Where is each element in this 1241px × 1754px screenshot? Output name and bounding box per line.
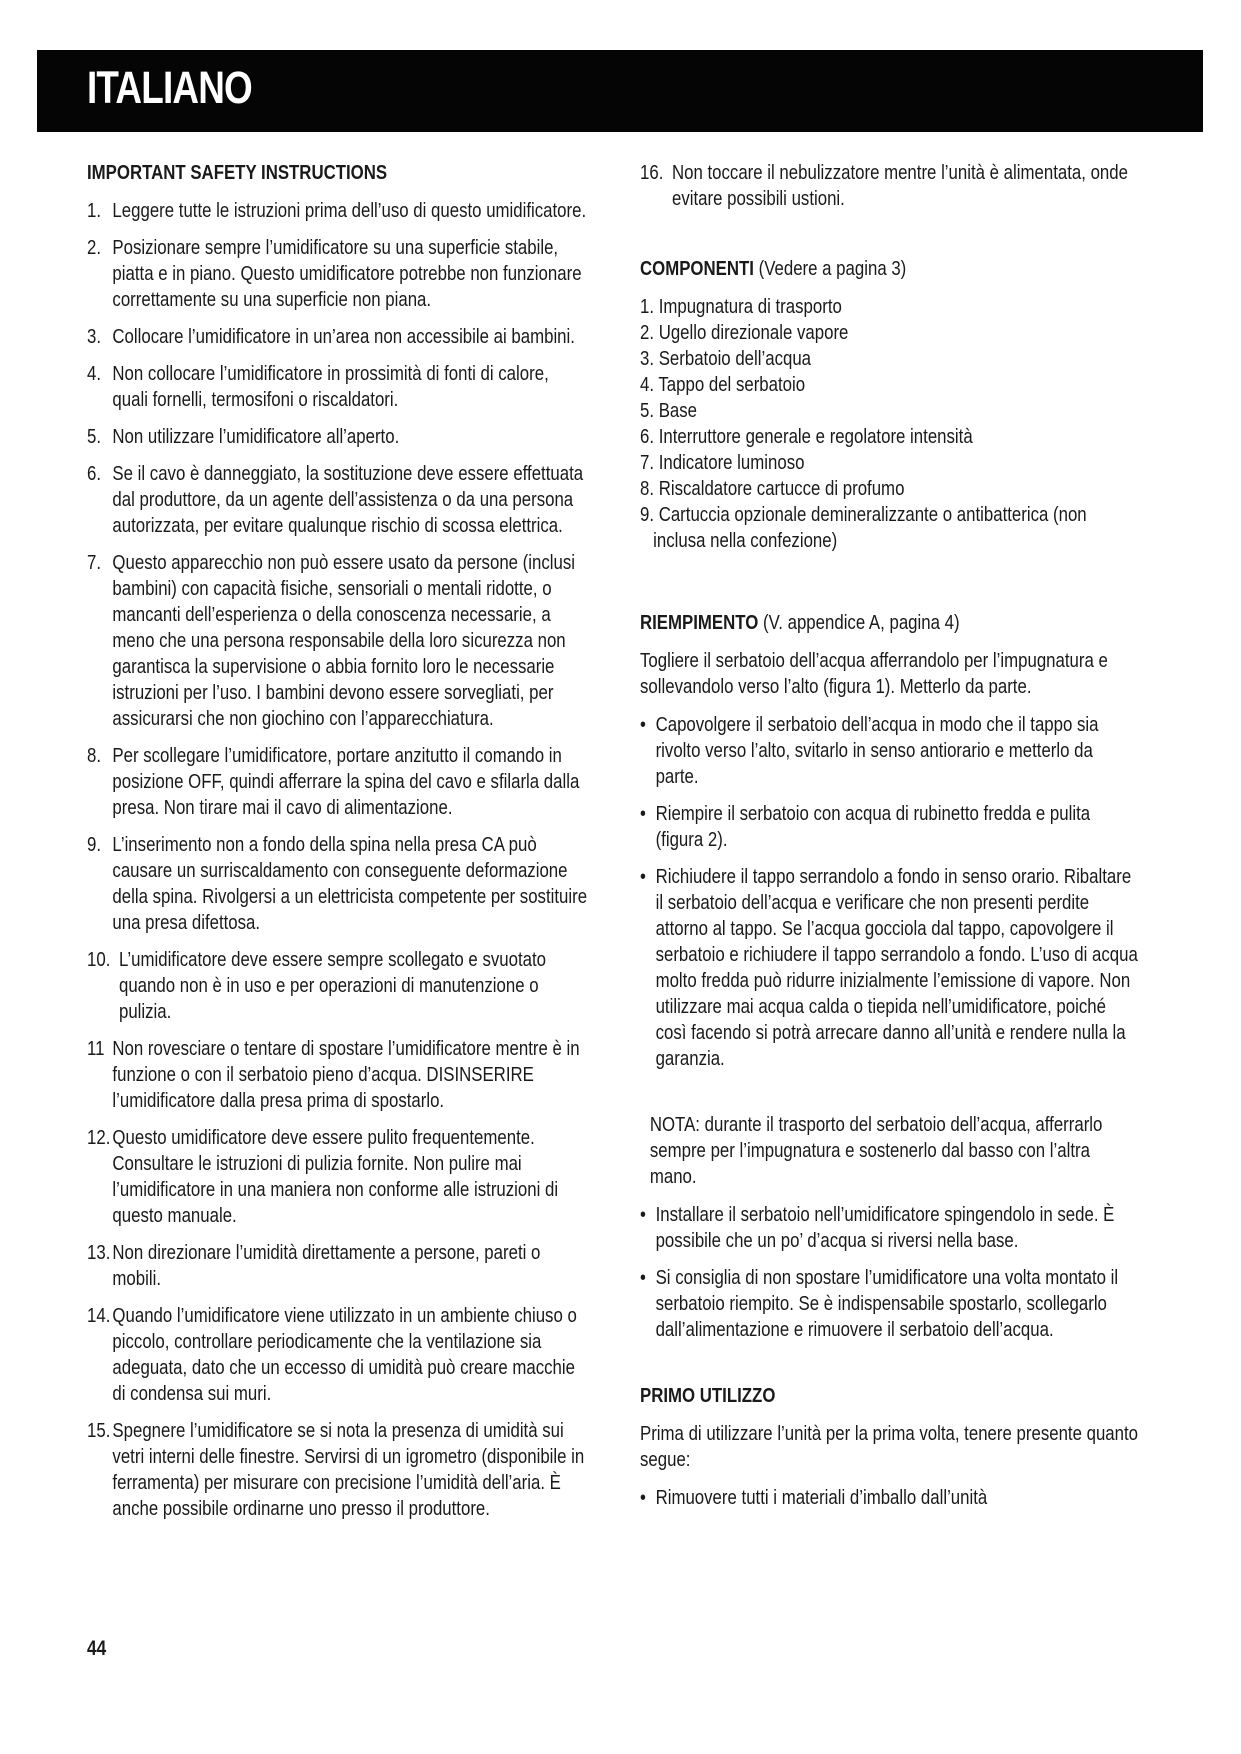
item-text: Non rovesciare o tentare di spostare l’umidificatore mentre è in funzione o con il serbatoio pieno d’acqua. DISINSERIRE l’umidificatore dalla presa prima di spostarlo. <box>112 1037 580 1112</box>
safety-instructions-list-continued <box>640 160 1140 212</box>
list-item <box>87 424 587 450</box>
list-item <box>87 1303 587 1407</box>
list-item <box>87 198 587 224</box>
item-number: 11 <box>87 1037 105 1060</box>
components-heading: COMPONENTI (Vedere a pagina 3) <box>640 257 907 280</box>
list-item <box>640 160 1140 212</box>
item-text: Non direzionare l’umidità direttamente a persone, pareti o mobili. <box>112 1241 541 1290</box>
list-item: 8. Riscaldatore cartucce di profumo <box>640 477 905 500</box>
safety-instructions-list <box>87 198 587 1522</box>
list-item: • Richiudere il tappo serrandolo a fondo in senso orario. Ribaltare il serbatoio dell’acqua e verificare che non presenti perdite attorno al tappo. Se l’acqua gocciola dal tappo, capovolgere il serbatoio e richiudere il tappo serrandolo a fondo. L’uso di acqua molto fredda può ridurre inizialmente l’emissione di vapore. Non utilizzare mai acqua calda o tiepida nell’umidificatore, poiché così facendo si potrà arrecare danno all’unità e rendere nulla la garanzia. <box>640 864 1140 1072</box>
item-number: 9. <box>87 833 102 856</box>
item-text: Se il cavo è danneggiato, la sostituzione deve essere effettuata dal produttore, da un agente dell’assistenza o da una persona autorizzata, per evitare qualunque rischio di scossa elettrica. <box>112 462 584 537</box>
list-item: 4. Tappo del serbatoio <box>640 373 806 396</box>
item-text: Spegnere l’umidificatore se si nota la presenza di umidità sui vetri interni delle finestre. Servirsi di un igrometro (disponibile in ferramenta) per misurare con precisione l’umidità dell’aria. È anche possibile ordinarne uno presso il produttore. <box>112 1419 585 1520</box>
list-item: 5. Base <box>640 399 698 422</box>
item-text: Collocare l’umidificatore in un’area non accessibile ai bambini. <box>112 325 575 348</box>
item-text: Non utilizzare l’umidificatore all’aperto. <box>112 425 400 448</box>
item-number: 2. <box>87 236 102 259</box>
item-number: 8. <box>87 744 102 767</box>
list-item <box>87 324 587 350</box>
item-number: 7. <box>87 551 102 574</box>
filling-intro: Togliere il serbatoio dell’acqua afferrandolo per l’impugnatura e sollevandolo verso l’alto (figura 1). Metterlo da parte. <box>640 649 1108 698</box>
list-item <box>87 1240 587 1292</box>
page-title: ITALIANO <box>87 62 252 113</box>
item-number: 12. <box>87 1126 111 1149</box>
list-item: 7. Indicatore luminoso <box>640 451 805 474</box>
list-item <box>87 832 587 936</box>
first-use-intro: Prima di utilizzare l’unità per la prima volta, tenere presente quanto segue: <box>640 1422 1139 1471</box>
language-header-bar <box>37 50 1203 132</box>
list-item <box>87 461 587 539</box>
list-item: 6. Interruttore generale e regolatore intensità <box>640 425 973 448</box>
list-item: • Si consiglia di non spostare l’umidificatore una volta montato il serbatoio riempito. Se è indispensabile spostarlo, scollegarlo dall’alimentazione e rimuovere il serbatoio dell’acqua. <box>640 1265 1140 1343</box>
item-number: 4. <box>87 362 102 385</box>
item-text: Questo umidificatore deve essere pulito frequentemente. Consultare le istruzioni di pulizia fornite. Non pulire mai l’umidificatore in una maniera non conforme alle istruzioni di questo manuale. <box>112 1126 559 1227</box>
list-item: • Rimuovere tutti i materiali d’imballo dall’unità <box>640 1485 1140 1511</box>
item-text: Non toccare il nebulizzatore mentre l’unità è alimentata, onde evitare possibili ustioni. <box>671 161 1128 210</box>
filling-steps-list-after <box>640 1202 1140 1343</box>
item-text: Non collocare l’umidificatore in prossimità di fonti di calore, quali fornelli, termosifoni o riscaldatori. <box>112 362 549 411</box>
page-number: 44 <box>87 1637 107 1660</box>
list-item <box>87 235 587 313</box>
item-text: Per scollegare l’umidificatore, portare anzitutto il comando in posizione OFF, quindi afferrare la spina del cavo e sfilarla dalla presa. Non tirare mai il cavo di alimentazione. <box>112 744 580 819</box>
item-number: 15. <box>87 1419 111 1442</box>
item-number: 10. <box>87 948 111 971</box>
list-item <box>87 947 587 1025</box>
first-use-heading: PRIMO UTILIZZO <box>640 1384 776 1407</box>
left-column <box>87 160 587 1533</box>
filling-heading: RIEMPIMENTO (V. appendice A, pagina 4) <box>640 611 960 634</box>
item-number: 5. <box>87 425 102 448</box>
list-item: • Capovolgere il serbatoio dell’acqua in modo che il tappo sia rivolto verso l’alto, svitarlo in senso antiorario e metterlo da parte. <box>640 712 1140 790</box>
item-text: Quando l’umidificatore viene utilizzato in un ambiente chiuso o piccolo, controllare periodicamente che la ventilazione sia adeguata, dato che un eccesso di umidità può creare macchie di condensa sui muri. <box>112 1304 577 1405</box>
right-column <box>640 160 1140 1523</box>
item-text: L’umidificatore deve essere sempre scollegato e svuotato quando non è in uso e per operazioni di manutenzione o pulizia. <box>118 948 547 1023</box>
item-number: 3. <box>87 325 102 348</box>
item-text: Leggere tutte le istruzioni prima dell’uso di questo umidificatore. <box>112 199 587 222</box>
item-text: L’inserimento non a fondo della spina nella presa CA può causare un surriscaldamento con conseguente deformazione della spina. Rivolgersi a un elettricista competente per sostituire una presa difettosa. <box>112 833 588 934</box>
list-item <box>87 1036 587 1114</box>
item-number: 13. <box>87 1241 111 1264</box>
filling-note: NOTA: durante il trasporto del serbatoio dell’acqua, afferrarlo sempre per l’impugnatura e sostenerlo dal basso con l’altra mano. <box>649 1113 1103 1188</box>
list-item: 9. Cartuccia opzionale demineralizzante o antibatterica (non inclusa nella confezione) <box>640 503 1087 552</box>
list-item <box>87 1418 587 1522</box>
first-use-list <box>640 1485 1140 1511</box>
item-number: 1. <box>87 199 102 222</box>
list-item: 2. Ugello direzionale vapore <box>640 321 849 344</box>
item-number: 16. <box>640 161 664 184</box>
item-number: 14. <box>87 1304 111 1327</box>
components-list <box>640 294 1140 554</box>
list-item <box>87 361 587 413</box>
list-item <box>87 1125 587 1229</box>
list-item <box>87 550 587 732</box>
item-text: Posizionare sempre l’umidificatore su una superficie stabile, piatta e in piano. Questo umidificatore potrebbe non funzionare correttamente su una superficie non piana. <box>112 236 582 311</box>
filling-steps-list <box>640 712 1140 1072</box>
list-item: 1. Impugnatura di trasporto <box>640 295 842 318</box>
list-item: • Installare il serbatoio nell’umidificatore spingendolo in sede. È possibile che un po’ d’acqua si riversi nella base. <box>640 1202 1140 1254</box>
list-item: • Riempire il serbatoio con acqua di rubinetto fredda e pulita (figura 2). <box>640 801 1140 853</box>
item-number: 6. <box>87 462 102 485</box>
safety-heading: IMPORTANT SAFETY INSTRUCTIONS <box>87 161 388 184</box>
list-item: 3. Serbatoio dell’acqua <box>640 347 812 370</box>
item-text: Questo apparecchio non può essere usato da persone (inclusi bambini) con capacità fisiche, sensoriali o mentali ridotte, o mancanti dell’esperienza o della conoscenza necessarie, a meno che una persona responsabile della loro sicurezza non garantisca la supervisione o abbia fornito loro le necessarie istruzioni per l’uso. I bambini devono essere sorvegliati, per assicurarsi che non giochino con l’apparecchiatura. <box>112 551 576 730</box>
list-item <box>87 743 587 821</box>
